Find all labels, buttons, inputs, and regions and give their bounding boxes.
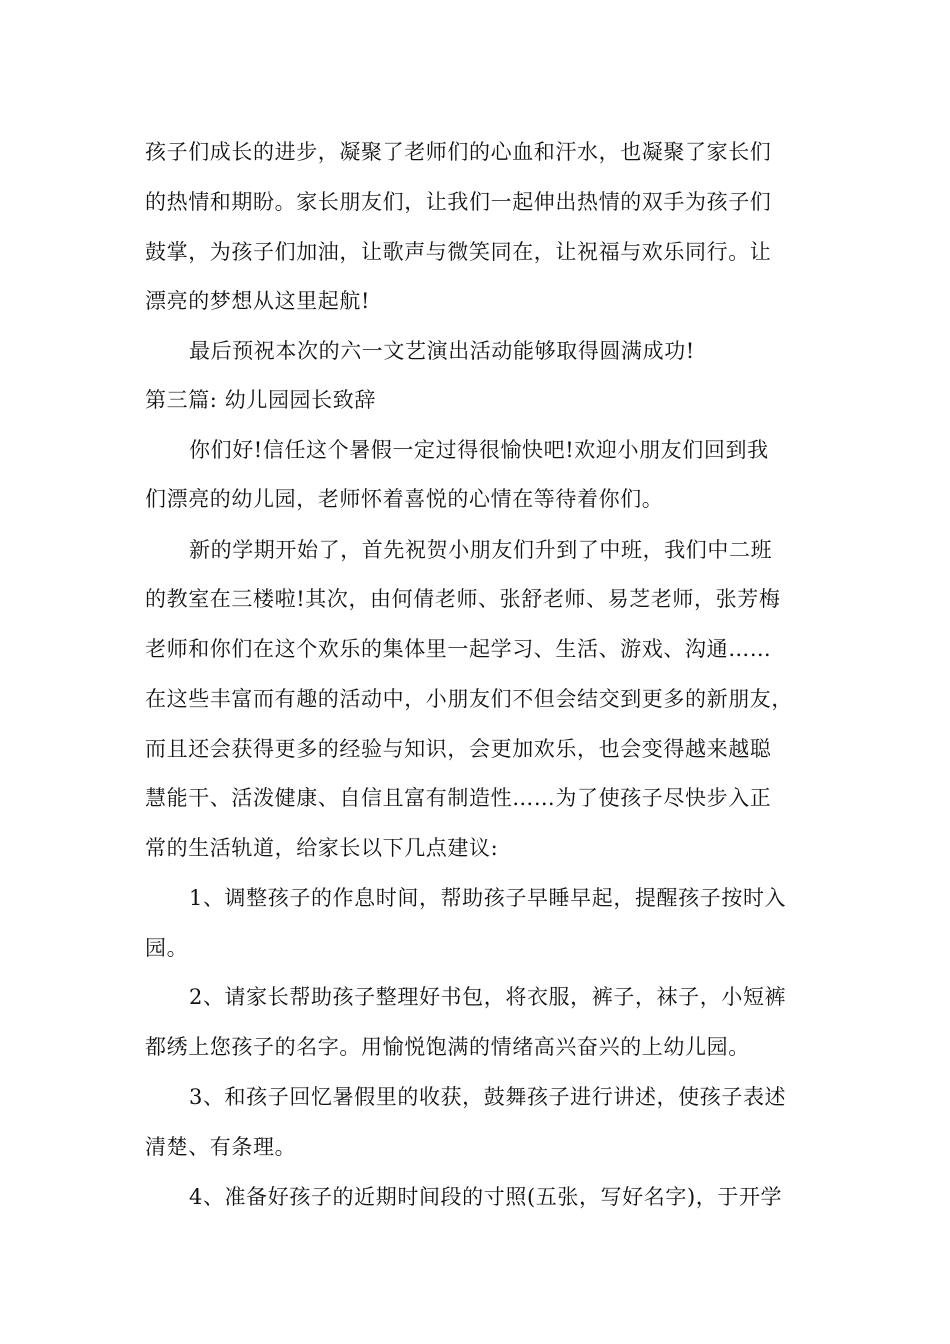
paragraph-line: 在这些丰富而有趣的活动中，小朋友们不但会结交到更多的新朋友， xyxy=(145,687,793,711)
list-item-line: 2、请家长帮助孩子整理好书包，将衣服，裤子，袜子，小短裤 xyxy=(189,985,787,1009)
paragraph-line: 的热情和期盼。家长朋友们，让我们一起伸出热情的双手为孩子们 xyxy=(145,190,772,214)
paragraph-line: 常的生活轨道，给家长以下几点建议: xyxy=(145,836,499,860)
paragraph-line: 新的学期开始了，首先祝贺小朋友们升到了中班，我们中二班 xyxy=(189,538,773,562)
paragraph-line: 鼓掌，为孩子们加油，让歌声与微笑同在，让祝福与欢乐同行。让 xyxy=(145,240,772,264)
list-item-line: 都绣上您孩子的名字。用愉悦饱满的情绪高兴奋兴的上幼儿园。 xyxy=(145,1035,750,1059)
paragraph-line: 最后预祝本次的六一文艺演出活动能够取得圆满成功! xyxy=(189,339,695,363)
list-item-line: 4、准备好孩子的近期时间段的寸照(五张，写好名字)，于开学 xyxy=(189,1185,783,1209)
paragraph-line: 孩子们成长的进步，凝聚了老师们的心血和汗水，也凝聚了家长们 xyxy=(145,140,772,164)
list-item-line: 3、和孩子回忆暑假里的收获，鼓舞孩子进行讲述，使孩子表述 xyxy=(189,1085,787,1109)
paragraph-line: 慧能干、活泼健康、自信且富有制造性……为了使孩子尽快步入正 xyxy=(145,786,772,810)
paragraph-line: 漂亮的梦想从这里起航! xyxy=(145,289,371,313)
list-item-line: 清楚、有条理。 xyxy=(145,1135,297,1159)
paragraph-line: 们漂亮的幼儿园，老师怀着喜悦的心情在等待着你们。 xyxy=(145,487,664,511)
paragraph-line: 而且还会获得更多的经验与知识，会更加欢乐，也会变得越来越聪 xyxy=(145,737,772,761)
paragraph-line: 你们好!信任这个暑假一定过得很愉快吧!欢迎小朋友们回到我 xyxy=(189,438,769,462)
list-item-line: 1、调整孩子的作息时间，帮助孩子早睡早起，提醒孩子按时入 xyxy=(189,886,787,910)
list-item-line: 园。 xyxy=(145,936,189,960)
paragraph-line: 的教室在三楼啦!其次，由何倩老师、张舒老师、易芝老师，张芳梅 xyxy=(145,587,781,611)
section-heading: 第三篇: 幼儿园园长致辞 xyxy=(145,388,376,412)
paragraph-line: 老师和你们在这个欢乐的集体里一起学习、生活、游戏、沟通…… xyxy=(145,637,772,661)
